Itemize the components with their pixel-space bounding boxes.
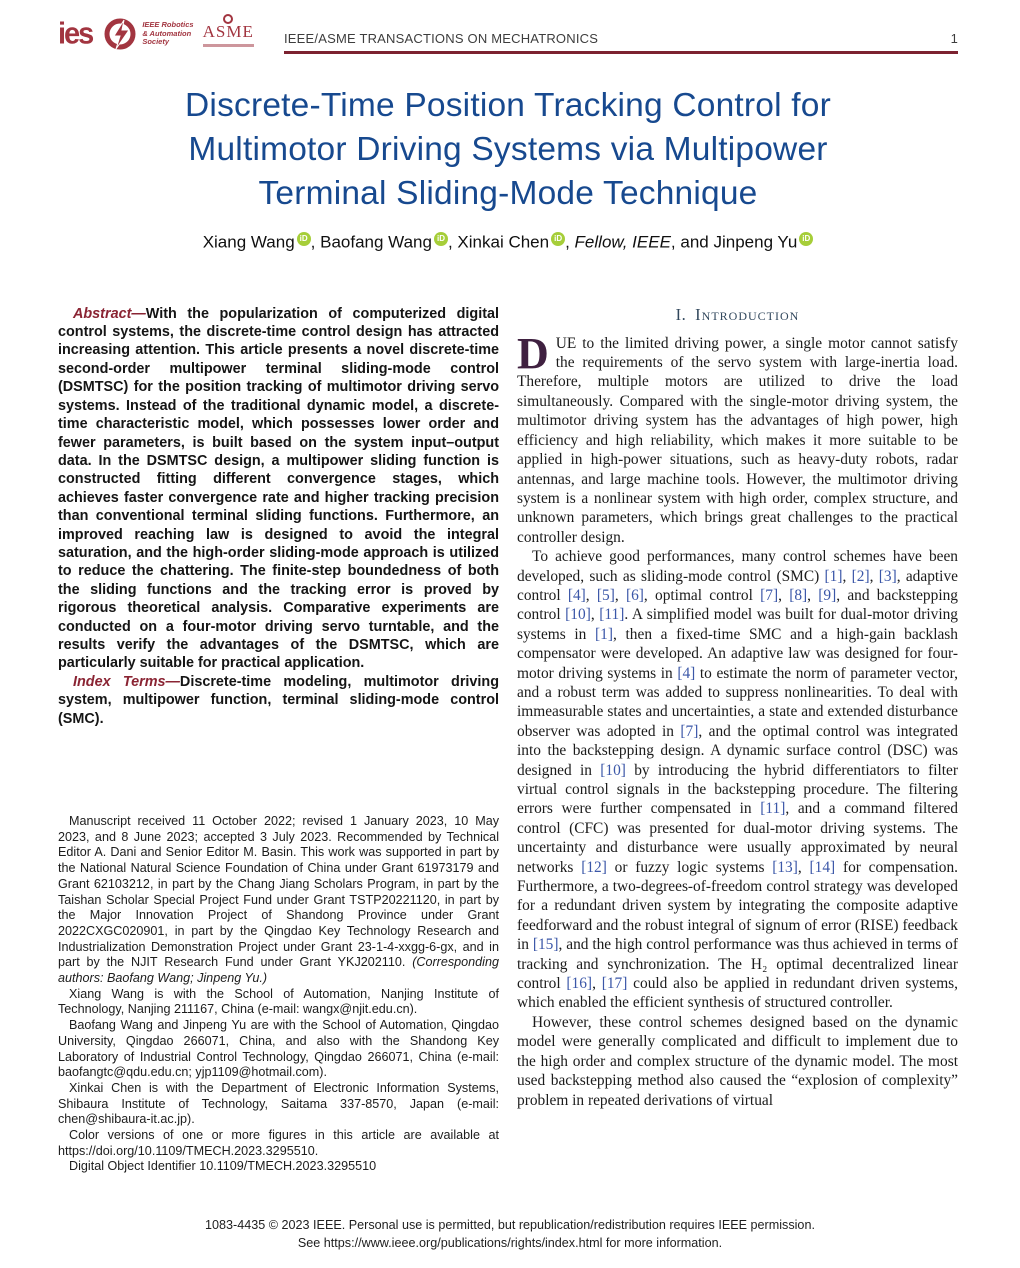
orcid-icon[interactable]: iD: [799, 232, 813, 246]
citation-link[interactable]: [7]: [760, 586, 779, 604]
citation-link[interactable]: [16]: [566, 975, 593, 993]
citation-link[interactable]: [4]: [567, 586, 586, 604]
abstract-section: [58, 305, 499, 728]
orcid-icon[interactable]: iD: [434, 232, 448, 246]
author-xiang-wang: Xiang Wang: [202, 232, 295, 252]
ras-logo-icon: [101, 16, 139, 52]
abstract-label: Abstract—: [73, 305, 146, 322]
section-number: I.: [675, 304, 687, 324]
paper-title: [58, 84, 958, 216]
ras-logo: [101, 16, 193, 52]
index-terms-text: Discrete-time modeling, multimotor driving system, multipower function, terminal sliding-mode control (SMC).: [58, 673, 499, 727]
citation-link[interactable]: [3]: [878, 567, 897, 585]
intro-paragraph-3: However, these control schemes designed based on the dynamic model were generally complicated and difficult to implement due to the high order and complex structure of the dynamic model. The most used backstepping method also caused the “explosion of complexity” problem in repeated derivations of virtual: [517, 1013, 958, 1109]
footnote-doi: Digital Object Identifier 10.1109/TMECH.2023.3295510: [69, 1159, 377, 1174]
ras-logo-text: IEEE Robotics & Automation Society: [142, 20, 194, 47]
orcid-icon[interactable]: iD: [297, 232, 311, 246]
asme-logo: ASME: [203, 22, 254, 47]
asme-tagline-bar: [203, 44, 254, 47]
first-page-footnotes: [58, 814, 499, 1175]
citation-link[interactable]: [5]: [596, 586, 615, 604]
page-header: [58, 16, 958, 54]
paper-title-line3: Terminal Sliding-Mode Technique: [258, 175, 758, 212]
fellow-designation: Fellow, IEEE: [574, 232, 671, 252]
citation-link[interactable]: [11]: [599, 606, 625, 624]
author-baofang-wang: Baofang Wang: [320, 232, 432, 252]
left-column: [58, 305, 499, 1176]
index-terms-label: Index Terms—: [73, 673, 180, 690]
citation-link[interactable]: [6]: [625, 586, 644, 604]
corresponding-authors-note: (Corresponding authors: Baofang Wang; Jinpeng Yu.): [58, 955, 499, 986]
asme-gear-icon: [223, 14, 233, 24]
page-number: 1: [950, 31, 958, 46]
introduction-body: [517, 328, 959, 1110]
citation-link[interactable]: [15]: [532, 936, 559, 954]
orcid-icon[interactable]: iD: [551, 232, 565, 246]
paper-title-line2: Multimotor Driving Systems via Multipower: [188, 131, 828, 168]
citation-link[interactable]: [9]: [818, 586, 837, 604]
citation-link[interactable]: [12]: [581, 858, 607, 876]
citation-link[interactable]: [14]: [809, 858, 836, 876]
footnote-affiliation-xinkai-chen: Xinkai Chen is with the Department of Electronic Information Systems, Shibaura Institute of Technology, Saitama 337-8570, Japan (e-mail: chen@shibaura-it.ac.jp).: [58, 1080, 499, 1127]
citation-link[interactable]: [10]: [565, 606, 591, 624]
footnote-manuscript: Manuscript received 11 October 2022; revised 1 January 2023, 10 May 2023, and 8 June 2023; accepted 3 July 2023. Recommended by Technical Editor A. Dani and Senior Editor M. Basin. This work was supported in part by the National Natural Science Foundation of China under Grant 61973179 and Grant 62103212, in part by the Chang Jiang Scholars Program, in part by the Taishan Scholar Special Project Fund under Grant TSTP20221120, in part by the Major Innovation Project of Shandong Province under Grant 2022CXGC020901, in part by the Qingdao Key Technology Research and Industrialization Demonstration Project under Grant 23-1-4-xxgg-6-gx, and in part by the NJIT Research Fund under Grant YKJ202110. (Corresponding authors: Baofang Wang; Jinpeng Yu.): [58, 814, 499, 986]
citation-link[interactable]: [1]: [595, 625, 613, 643]
citation-link[interactable]: [7]: [680, 722, 699, 740]
paper-title-line1: Discrete-Time Position Tracking Control for: [185, 87, 831, 124]
citation-link[interactable]: [4]: [677, 664, 696, 682]
citation-link[interactable]: [2]: [851, 567, 870, 585]
footer-line1: 1083-4435 © 2023 IEEE. Personal use is permitted, but republication/redistribution requires IEEE permission.: [205, 1218, 815, 1232]
running-head: [284, 31, 958, 54]
author-xinkai-chen: Xinkai Chen: [457, 232, 550, 252]
citation-link[interactable]: [1]: [824, 567, 843, 585]
citation-link[interactable]: [8]: [789, 586, 808, 604]
dropcap-letter: D: [517, 328, 549, 378]
intro-paragraph-2: To achieve good performances, many control schemes have been developed, such as sliding-mode control (SMC) [1], [2], [3], adaptive control [4], [5], [6], optimal control [7], [8], [9], and backstepping control [10], [11]. A simplified model was built for dual-motor driving systems in [1], then a fixed-time SMC and a high-gain backlash compensator were developed. An adaptive law was designed for four-motor driving systems in [4] to estimate the norm of parameter vector, and a robust term was added to suppress nonlinearities. To deal with immeasurable states and uncertainties, a state and extended disturbance observer was adopted in [7], and the optimal control was integrated into the backstepping design. A dynamic surface control (DSC) was designed in [10] by introducing the hybrid differentiators to filter virtual control signals in the backstepping procedure. The filtering errors were further compensated in [11], and a command filtered control (CFC) was presented for dual-motor driving systems. The uncertainty and disturbance were usually approximated by neural networks [12] or fuzzy logic systems [13], [14] for compensation. Furthermore, a two-degrees-of-freedom control strategy was developed for a redundant driven system by integrating the composite adaptive feedforward and the robust integral of signum of error (RISE) feedback in [15], and the high control performance was thus achieved in terms of tracking and synchronization. The H₂ optimal decentralized linear control [16], [17] could also be applied in redundant driven systems, which enabled the efficient synthesis of structured controller.: [517, 548, 959, 1012]
section-label: Introduction: [695, 304, 800, 324]
citation-link[interactable]: [17]: [601, 975, 628, 993]
right-column: [517, 305, 958, 1176]
footnote-affiliation-xiang-wang: Xiang Wang is with the School of Automation, Nanjing Institute of Technology, Nanjing 211167, China (e-mail: wangx@njit.edu.cn).: [58, 986, 499, 1017]
ies-logo: ies: [58, 16, 93, 51]
section-heading-introduction: [517, 305, 958, 325]
copyright-footer: [0, 1217, 1020, 1252]
intro-paragraph-1: DUE to the limited driving power, a single motor cannot satisfy the requirements of the servo system with large-inertia load. Therefore, multiple motors are utilized to drive the load simultaneously. Compared with the single-motor driving system, the multimotor driving system has the advantages of high power, high efficiency and high reliability, which makes it more suitable to be applied in high-power situations, such as heavy-duty robots, radar antennas, and large machine tools. However, the multimotor driving system is a nonlinear system with high order, complex structure, and unknown parameters, which brings great challenges to the practical controller design.: [517, 328, 958, 546]
citation-link[interactable]: [13]: [772, 858, 798, 876]
footnote-color-versions-doi-link[interactable]: Color versions of one or more figures in this article are available at https://doi.org/10.1109/TMECH.2023.3295510.: [58, 1128, 499, 1158]
abstract-text: With the popularization of computerized digital control systems, the discrete-time control design has attracted increasing attention. This article presents a novel discrete-time second-order multipower terminal sliding-mode control (DSMTSC) for the position tracking of multimotor driving servo systems. Instead of the traditional dynamic model, a discrete-time characteristic model, which possesses lower order and fewer parameters, is built based on the system input–output data. In the DSMTSC design, a multipower sliding function is constructed fitting different convergence stages, which achieves faster convergence rate and higher tracking precision than conventional terminal sliding functions. Furthermore, an improved reaching law is designed to avoid the integral saturation, and the high-order sliding-mode approach is utilized to reduce the chattering. The finite-step boundedness of both the sliding functions and the tracking error is proved by rigorous theoretical analysis. Comparative experiments are conducted on a four-motor driving servo turntable, and the results verify the advantages of the DSMTSC, which are particularly suitable for practical application.: [58, 305, 499, 672]
footer-line2: See https://www.ieee.org/publications/rights/index.html for more information.: [297, 1235, 723, 1250]
citation-link[interactable]: [10]: [600, 761, 626, 779]
author-jinpeng-yu: Jinpeng Yu: [713, 232, 798, 252]
footnote-affiliation-baofang-jinpeng: Baofang Wang and Jinpeng Yu are with the School of Automation, Qingdao University, Qingdao 266071, China, and also with the Shandong Key Laboratory of Industrial Control Technology, Qingdao 266071, China (e-mail: baofangtc@qdu.edu.cn; yjp1109@hotmail.com).: [58, 1018, 499, 1080]
society-logos: [58, 16, 284, 54]
authors-line: Xiang Wang iD , Baofang Wang iD , Xinkai Chen iD , Fellow, IEEE, and Jinpeng Yu iD: [58, 232, 958, 253]
citation-link[interactable]: [11]: [760, 800, 786, 818]
journal-title: IEEE/ASME TRANSACTIONS ON MECHATRONICS: [284, 31, 599, 46]
